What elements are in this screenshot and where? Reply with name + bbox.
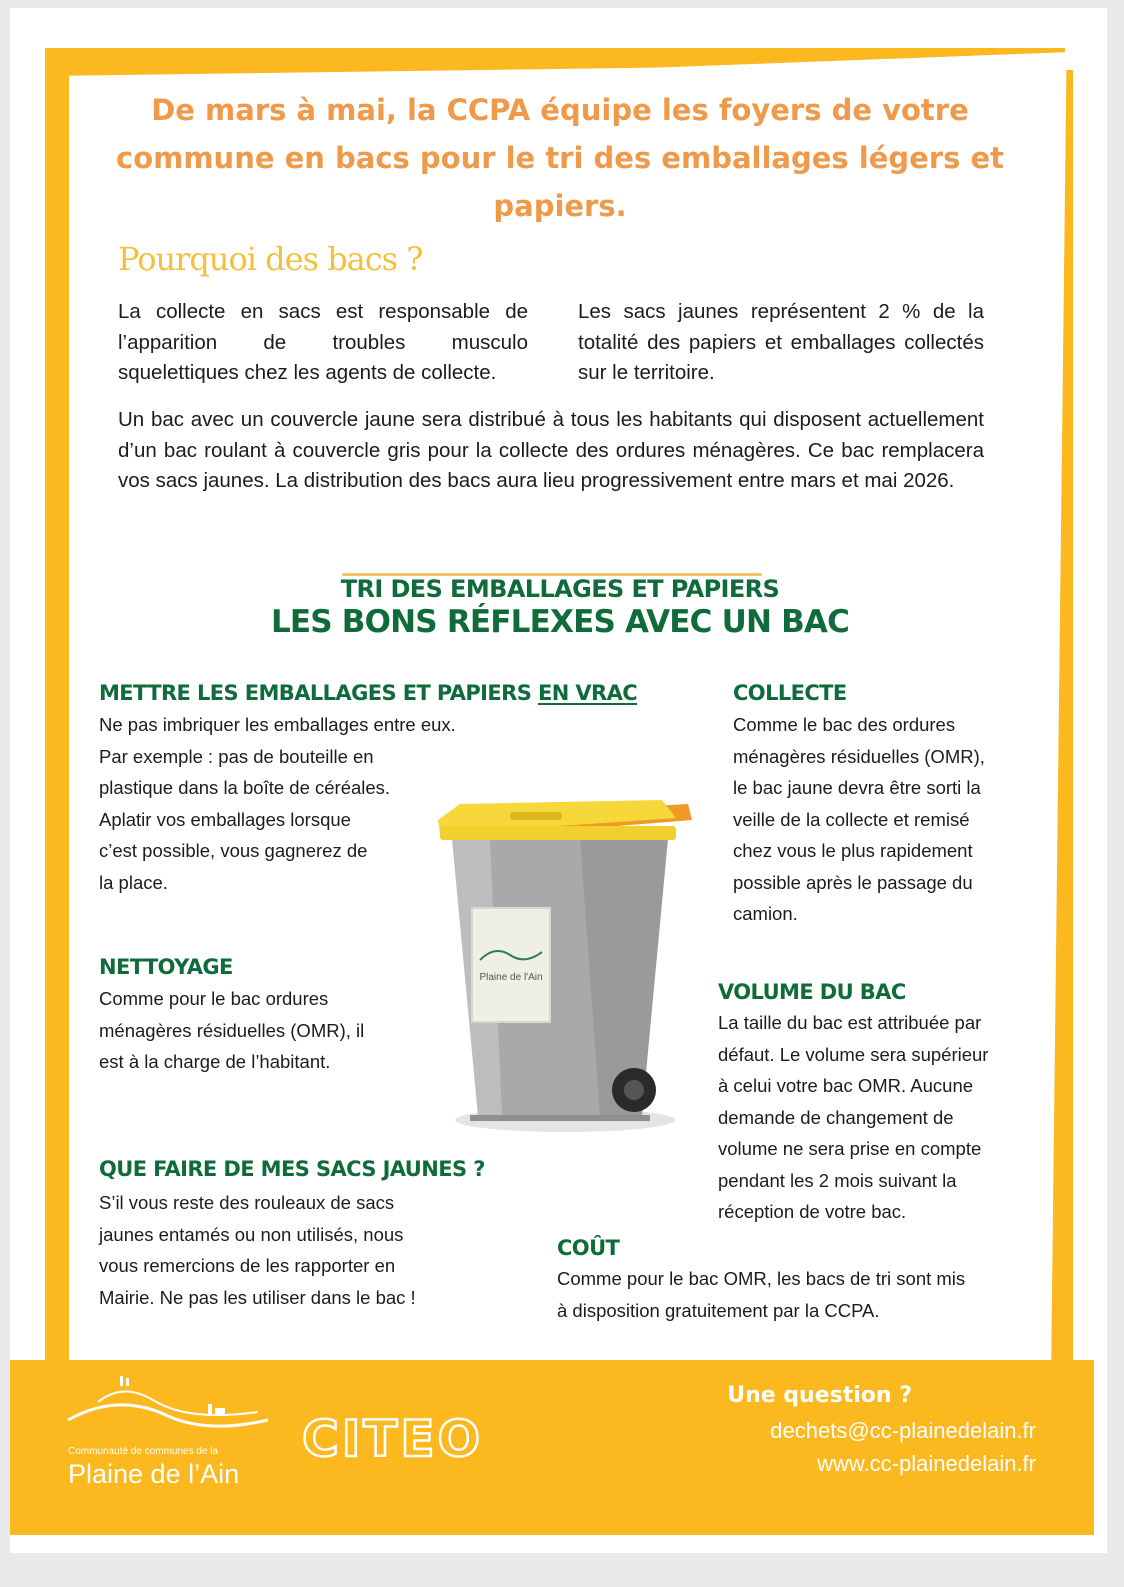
section-body-nettoyage: Comme pour le bac ordures ménagères résiduelles (OMR), il est à la charge de l’habitant. — [99, 988, 365, 1072]
bin-sticker-text: Plaine de l'Ain — [479, 972, 543, 983]
citeo-logo: CITEO — [302, 1410, 484, 1468]
section-title-nettoyage: NETTOYAGE — [99, 955, 233, 979]
headline: De mars à mai, la CCPA équipe les foyers de votre commune en bacs pour le tri des emballages légers et papiers. — [116, 93, 1004, 223]
website-link[interactable]: www.cc-plainedelain.fr — [817, 1451, 1036, 1476]
why-title: Pourquoi des bacs ? — [118, 240, 423, 278]
question-title: Une question ? — [727, 1383, 912, 1408]
why-left-text: La collecte en sacs est responsable de l’apparition de troubles musculo squelettiques chez les agents de collecte. — [118, 300, 528, 384]
section-title-volume: VOLUME DU BAC — [718, 980, 906, 1004]
section-title-collecte: COLLECTE — [733, 681, 847, 705]
underlined-en-vrac: EN VRAC — [537, 681, 638, 705]
logo-subtitle: Communauté de communes de la — [68, 1446, 219, 1457]
plaine-de-l-ain-logo-icon — [58, 1372, 273, 1442]
frame-left-border — [45, 55, 69, 1385]
logo-name: Plaine de l’Ain — [68, 1459, 240, 1489]
tri-title-small: TRI DES EMBALLAGES ET PAPIERS — [340, 575, 780, 603]
section-title-vrac: METTRE LES EMBALLAGES ET PAPIERS EN VRAC — [99, 681, 638, 705]
section-body-collecte: Comme le bac des ordures ménagères résiduelles (OMR), le bac jaune devra être sorti la veille de la collecte et remisé chez vous le plus rapidement possible après le passage du camion. — [733, 714, 985, 924]
section-title-cout: COÛT — [557, 1236, 620, 1260]
why-paragraph: Un bac avec un couvercle jaune sera distribué à tous les habitants qui disposent actuellement d’un bac roulant à couvercle gris pour la collecte des ordures ménagères. Ce bac remplacera vos sacs jaunes. La distribution des bacs aura lieu progressivement entre mars et mai 2026. — [118, 408, 984, 492]
section-body-vrac: Ne pas imbriquer les emballages entre eux. Par exemple : pas de bouteille en plastique dans la boîte de céréales. Aplatir vos emballages lorsque c’est possible, vous gagnerez de la place. — [99, 714, 456, 893]
tri-title-big: LES BONS RÉFLEXES AVEC UN BAC — [270, 604, 850, 640]
wheelie-bin-illustration — [430, 790, 700, 1140]
section-body-sacs: S’il vous reste des rouleaux de sacs jaunes entamés ou non utilisés, nous vous remercions de les rapporter en Mairie. Ne pas les utiliser dans le bac ! — [99, 1192, 416, 1308]
contact-email-link[interactable]: dechets@cc-plainedelain.fr — [770, 1418, 1036, 1443]
section-body-cout: Comme pour le bac OMR, les bacs de tri sont mis à disposition gratuitement par la CCPA. — [557, 1268, 966, 1321]
section-title-sacs: QUE FAIRE DE MES SACS JAUNES ? — [99, 1157, 485, 1181]
section-body-volume: La taille du bac est attribuée par défaut. Le volume sera supérieur à celui votre bac OMR. Aucune demande de changement de volume ne sera prise en compte pendant les 2 mois suivant la réception de votre bac. — [718, 1012, 989, 1222]
why-right-text: Les sacs jaunes représentent 2 % de la totalité des papiers et emballages collectés sur le territoire. — [578, 300, 984, 384]
